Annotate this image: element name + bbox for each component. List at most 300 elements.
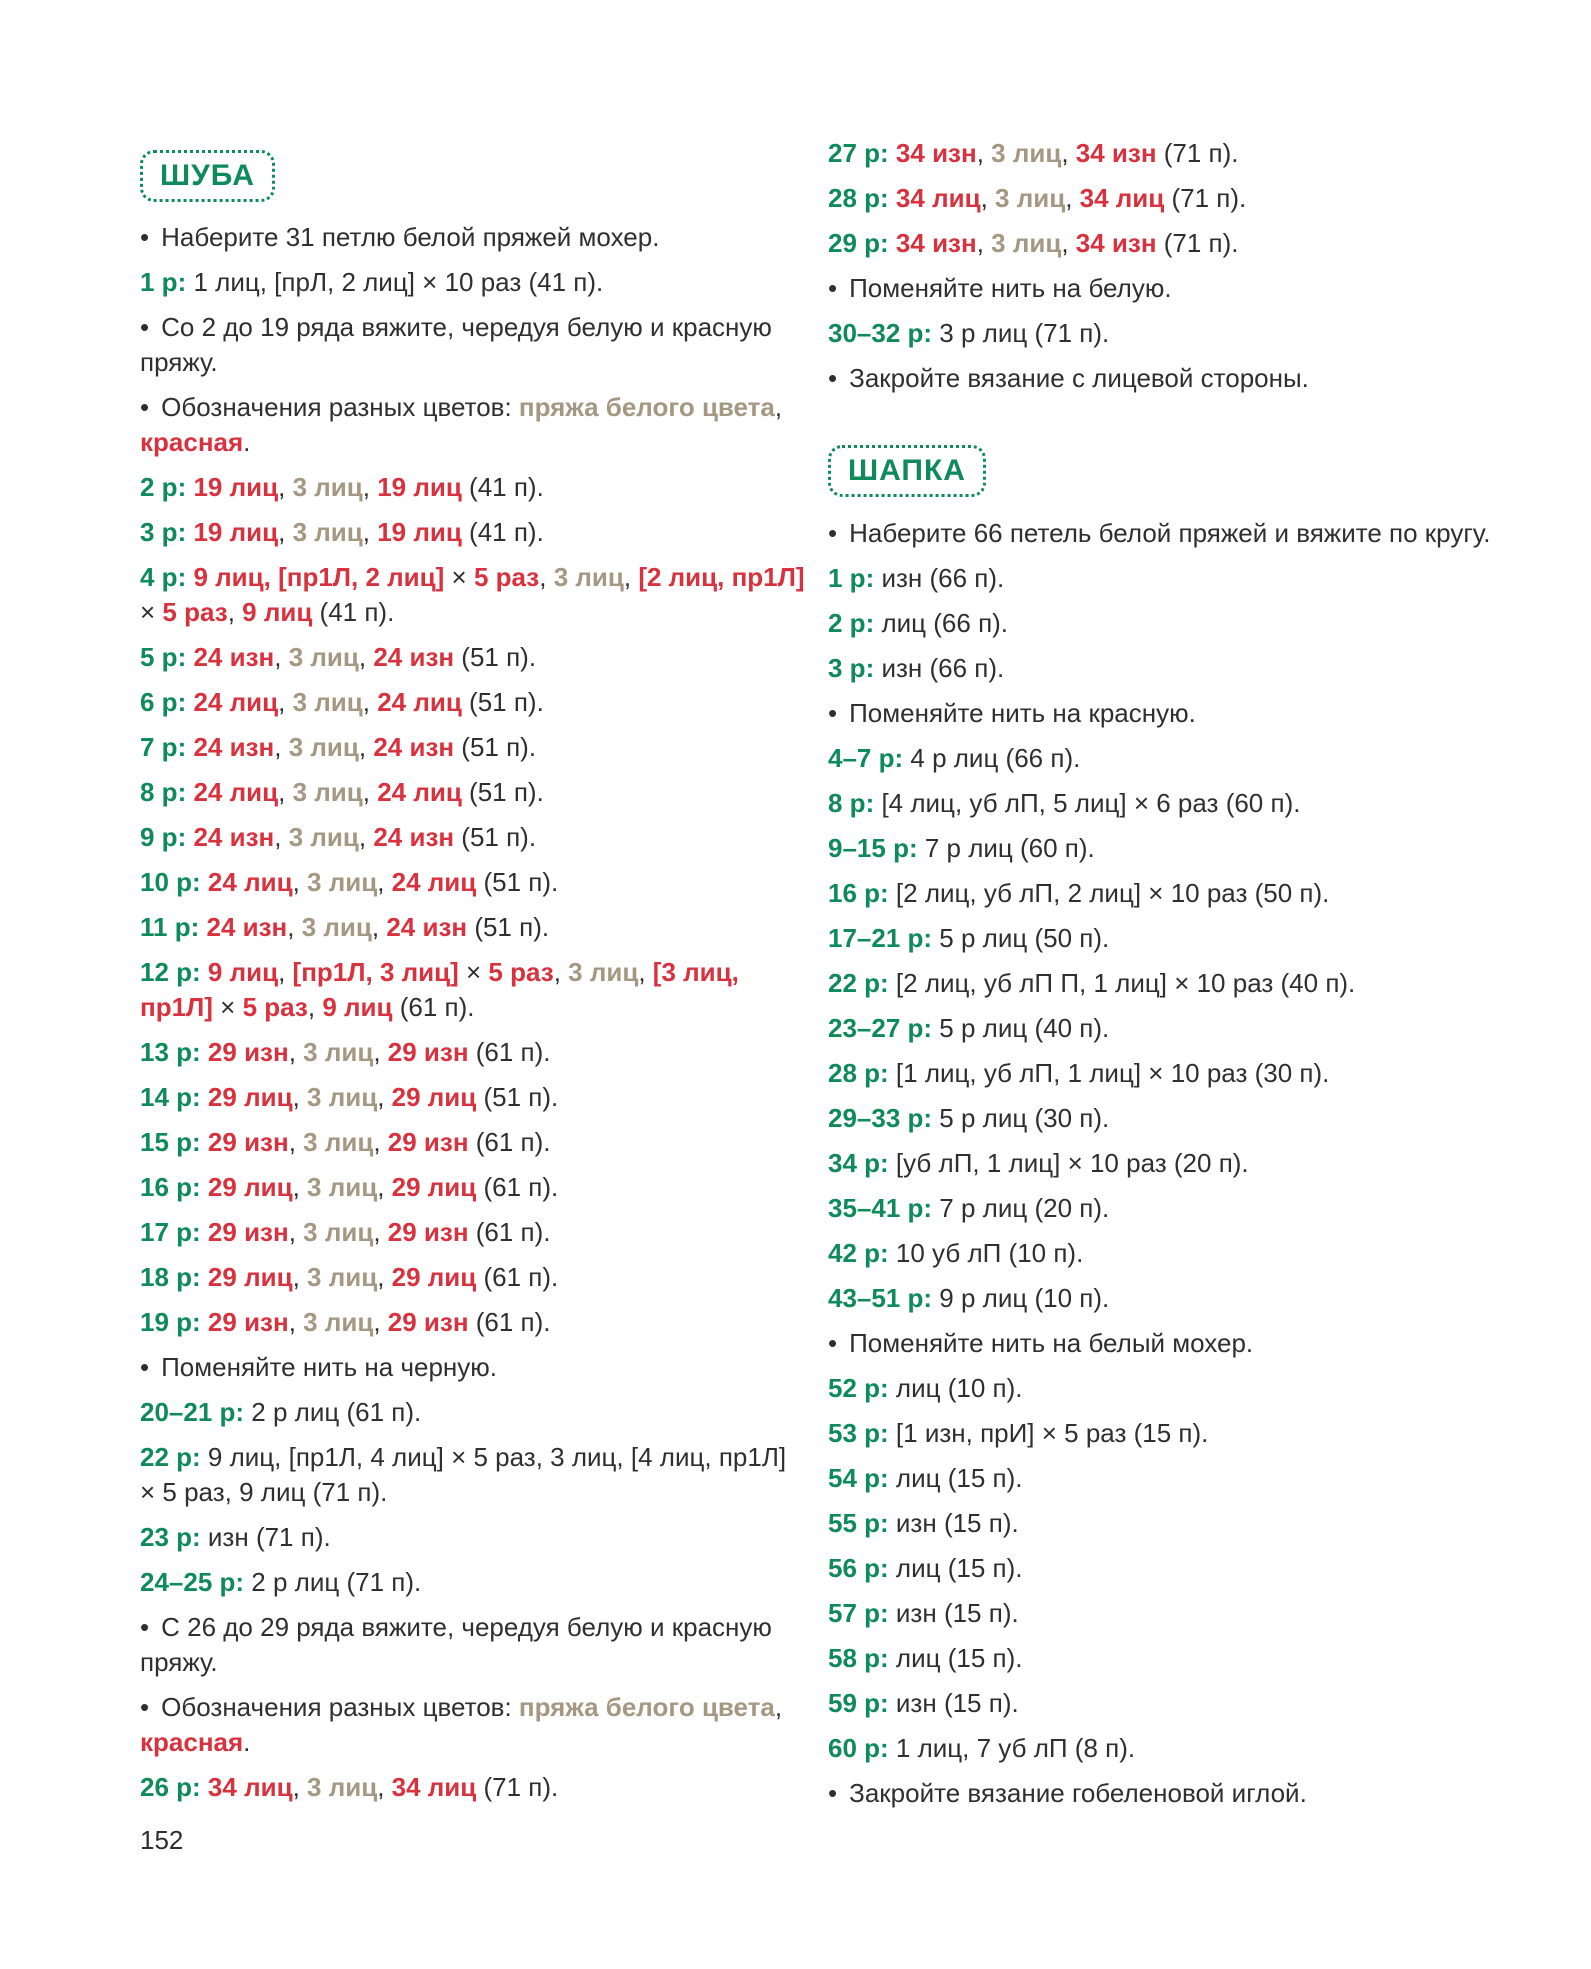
white-yarn-text: 3 лиц	[307, 1172, 378, 1202]
instruction-text: ×	[212, 992, 243, 1022]
row-instruction	[828, 786, 1468, 821]
row-label: 10 р:	[140, 867, 201, 897]
row-label: 13 р:	[140, 1037, 201, 1067]
white-yarn-text: 3 лиц	[292, 687, 363, 717]
white-yarn-text: 3 лиц	[307, 1262, 378, 1292]
bullet-instruction	[140, 310, 780, 345]
row-label: 17 р:	[140, 1217, 201, 1247]
row-instruction	[828, 1281, 1468, 1316]
instruction-text: ,	[373, 1127, 388, 1157]
row-instruction	[140, 1770, 780, 1805]
instruction-text	[889, 228, 896, 258]
row-instruction	[828, 1371, 1468, 1406]
white-yarn-text: 3 лиц	[991, 138, 1062, 168]
instruction-text: изн (71 п).	[200, 1522, 331, 1552]
red-yarn-text: 24 изн	[373, 732, 455, 762]
white-yarn-text: 3 лиц	[303, 1127, 374, 1157]
instruction-text: ,	[377, 1262, 392, 1292]
red-yarn-text: 9 лиц, [пр1Л, 2 лиц]	[193, 562, 445, 592]
instruction-text: изн (15 п).	[888, 1688, 1019, 1718]
instruction-text: × 5 раз, 9 лиц (71 п).	[140, 1477, 388, 1507]
row-label: 12 р:	[140, 957, 201, 987]
red-yarn-text: [2 лиц, пр1Л]	[638, 562, 805, 592]
instruction-text: ,	[278, 472, 293, 502]
instruction-text: ,	[371, 912, 387, 942]
row-label: 43–51 р:	[828, 1283, 933, 1313]
row-label: 56 р:	[828, 1553, 889, 1583]
red-yarn-text: 19 лиц	[193, 517, 279, 547]
instruction-text: ,	[980, 183, 996, 213]
row-instruction	[140, 1565, 780, 1600]
instruction-text: ,	[373, 1217, 388, 1247]
row-label: 4–7 р:	[828, 743, 904, 773]
instruction-text	[201, 1307, 208, 1337]
row-label: 19 р:	[140, 1307, 201, 1337]
row-instruction	[140, 865, 780, 900]
instruction-text: 1 лиц, 7 уб лП (8 п).	[888, 1733, 1136, 1763]
red-yarn-text: 19 лиц	[377, 472, 462, 502]
row-label: 17–21 р:	[828, 923, 933, 953]
white-yarn-text: пряжа белого цвета	[518, 392, 775, 422]
instruction-text: (61 п).	[468, 1307, 551, 1337]
bullet-instruction	[828, 1326, 1468, 1361]
instruction-text: ,	[307, 992, 323, 1022]
instruction-text: [уб лП, 1 лиц] × 10 раз (20 п).	[888, 1148, 1249, 1178]
instruction-text: ,	[288, 1127, 304, 1157]
red-yarn-text: пр1Л]	[140, 992, 213, 1022]
instruction-text: ,	[377, 1082, 392, 1112]
instruction-text: (61 п).	[468, 1127, 551, 1157]
white-yarn-text: 3 лиц	[995, 183, 1066, 213]
row-instruction	[828, 876, 1468, 911]
instruction-text: [2 лиц, уб лП, 2 лиц] × 10 раз (50 п).	[888, 878, 1330, 908]
instruction-text: лиц (10 п).	[888, 1373, 1023, 1403]
row-instruction	[828, 1416, 1468, 1451]
red-yarn-text: 24 изн	[386, 912, 468, 942]
instruction-text: ,	[377, 1772, 392, 1802]
white-yarn-text: 3 лиц	[307, 1082, 378, 1112]
row-instruction	[828, 316, 1468, 351]
red-yarn-text: 9 лиц	[207, 957, 279, 987]
row-instruction	[828, 1236, 1468, 1271]
row-instruction	[828, 181, 1468, 216]
red-yarn-text: 34 лиц	[207, 1772, 293, 1802]
instruction-text: ,	[377, 1172, 392, 1202]
instruction-text	[201, 1772, 208, 1802]
white-yarn-text: 3 лиц	[568, 957, 639, 987]
red-yarn-text: 29 изн	[207, 1037, 289, 1067]
row-instruction	[828, 606, 1468, 641]
row-label: 7 р:	[140, 732, 187, 762]
row-instruction	[140, 595, 780, 630]
red-yarn-text: 34 изн	[1075, 138, 1157, 168]
row-instruction	[140, 425, 780, 460]
instruction-text	[201, 1172, 208, 1202]
row-label: 3 р:	[828, 653, 875, 683]
bullet-instruction	[828, 696, 1468, 731]
row-instruction	[828, 921, 1468, 956]
instruction-text: лиц (15 п).	[888, 1553, 1023, 1583]
row-instruction	[140, 560, 805, 595]
bullet-instruction	[828, 1776, 1468, 1811]
row-label: 11 р:	[140, 912, 200, 942]
instruction-text: 7 р лиц (20 п).	[932, 1193, 1110, 1223]
instruction-text: (41 п).	[461, 472, 544, 502]
instruction-text: [1 изн, прИ] × 5 раз (15 п).	[888, 1418, 1209, 1448]
instruction-text: ,	[1061, 228, 1076, 258]
instruction-text: пряжу.	[140, 1647, 218, 1677]
instruction-text: [2 лиц, уб лП П, 1 лиц] × 10 раз (40 п).	[888, 968, 1356, 998]
row-instruction	[140, 730, 780, 765]
row-label: 1 р:	[140, 267, 187, 297]
row-label: 42 р:	[828, 1238, 889, 1268]
row-label: 5 р:	[140, 642, 187, 672]
instruction-text: лиц (66 п).	[874, 608, 1009, 638]
red-yarn-text: красная	[140, 427, 244, 457]
instruction-text: (51 п).	[467, 912, 550, 942]
bullet-instruction	[140, 220, 780, 255]
row-label: 2 р:	[828, 608, 875, 638]
red-yarn-text: [3 лиц,	[652, 957, 739, 987]
instruction-text: ,	[976, 138, 992, 168]
red-yarn-text: 19 лиц	[193, 472, 279, 502]
white-yarn-text: 3 лиц	[292, 777, 363, 807]
instruction-text: лиц (15 п).	[888, 1643, 1023, 1673]
red-yarn-text: 5 раз	[242, 992, 308, 1022]
red-yarn-text: 29 изн	[387, 1217, 469, 1247]
instruction-text: (41 п).	[312, 597, 395, 627]
instruction-text: ,	[274, 822, 289, 852]
instruction-text: изн (66 п).	[874, 653, 1005, 683]
row-instruction	[140, 1080, 780, 1115]
row-instruction	[140, 345, 780, 380]
red-yarn-text: 24 изн	[193, 732, 275, 762]
row-instruction	[828, 1101, 1468, 1136]
instruction-text	[201, 1127, 208, 1157]
instruction-text: ,	[278, 517, 293, 547]
instruction-text: Наберите 31 петлю белой пряжей мохер.	[161, 222, 660, 252]
row-label: 35–41 р:	[828, 1193, 933, 1223]
row-instruction	[140, 1440, 787, 1475]
red-yarn-text: 24 лиц	[377, 687, 462, 717]
instruction-text: 5 р лиц (40 п).	[932, 1013, 1110, 1043]
row-label: 2 р:	[140, 472, 187, 502]
instruction-text: 4 р лиц (66 п).	[903, 743, 1081, 773]
row-label: 22 р:	[828, 968, 889, 998]
instruction-text: 5 р лиц (50 п).	[932, 923, 1110, 953]
row-label: 53 р:	[828, 1418, 889, 1448]
red-yarn-text: 29 изн	[207, 1127, 289, 1157]
row-label: 28 р:	[828, 1058, 889, 1088]
instruction-text: изн (15 п).	[888, 1598, 1019, 1628]
red-yarn-text: 34 изн	[895, 138, 977, 168]
row-instruction	[140, 1305, 780, 1340]
row-instruction	[828, 1056, 1468, 1091]
section-heading-shuba	[140, 150, 275, 202]
instruction-text: 2 р лиц (61 п).	[244, 1397, 422, 1427]
red-yarn-text: 29 лиц	[207, 1262, 293, 1292]
red-yarn-text: 24 изн	[373, 642, 455, 672]
white-yarn-text: 3 лиц	[288, 732, 359, 762]
red-yarn-text: 29 изн	[207, 1217, 289, 1247]
row-instruction	[828, 966, 1468, 1001]
row-label: 58 р:	[828, 1643, 889, 1673]
instruction-text: ,	[373, 1037, 388, 1067]
instruction-text: Поменяйте нить на красную.	[849, 698, 1196, 728]
white-yarn-text: 3 лиц	[303, 1037, 374, 1067]
instruction-text: ,	[292, 1082, 308, 1112]
row-instruction	[140, 1035, 780, 1070]
row-instruction	[140, 1645, 780, 1680]
instruction-text: (61 п).	[476, 1262, 559, 1292]
instruction-text: ,	[539, 562, 554, 592]
row-label: 15 р:	[140, 1127, 201, 1157]
row-label: 28 р:	[828, 183, 889, 213]
row-label: 30–32 р:	[828, 318, 933, 348]
row-instruction	[828, 1641, 1468, 1676]
instruction-text: ,	[362, 517, 378, 547]
white-yarn-text: 3 лиц	[288, 642, 359, 672]
white-yarn-text: 3 лиц	[303, 1307, 374, 1337]
instruction-text: ,	[278, 687, 293, 717]
instruction-text: Поменяйте нить на белый мохер.	[849, 1328, 1254, 1358]
row-label: 59 р:	[828, 1688, 889, 1718]
instruction-text: ,	[623, 562, 639, 592]
instruction-text: ,	[358, 822, 374, 852]
instruction-text: ,	[292, 1772, 308, 1802]
row-label: 55 р:	[828, 1508, 889, 1538]
row-instruction	[140, 1725, 780, 1760]
row-instruction	[140, 640, 780, 675]
instruction-text: ,	[274, 642, 289, 672]
row-label: 9–15 р:	[828, 833, 918, 863]
red-yarn-text: 29 лиц	[207, 1082, 293, 1112]
page-number: 152	[140, 1825, 184, 1855]
instruction-text: (51 п).	[476, 867, 559, 897]
red-yarn-text: 5 раз	[162, 597, 228, 627]
row-label: 22 р:	[140, 1442, 201, 1472]
row-label: 16 р:	[828, 878, 889, 908]
bullet-instruction	[140, 1350, 780, 1385]
instruction-text: (61 п).	[476, 1172, 559, 1202]
instruction-text: ,	[976, 228, 992, 258]
instruction-text: [1 лиц, уб лП, 1 лиц] × 10 раз (30 п).	[888, 1058, 1330, 1088]
red-yarn-text: 34 изн	[895, 228, 977, 258]
instruction-text	[201, 1037, 208, 1067]
instruction-text: ,	[774, 392, 783, 422]
row-instruction	[140, 1125, 780, 1160]
row-instruction	[140, 1475, 780, 1510]
row-instruction	[140, 685, 780, 720]
row-label: 20–21 р:	[140, 1397, 245, 1427]
instruction-text: изн (15 п).	[888, 1508, 1019, 1538]
instruction-text: ,	[553, 957, 569, 987]
white-yarn-text: 3 лиц	[307, 1772, 378, 1802]
row-label: 52 р:	[828, 1373, 889, 1403]
instruction-text	[889, 183, 896, 213]
row-instruction	[828, 1461, 1468, 1496]
instruction-text: ×	[140, 597, 163, 627]
red-yarn-text: 29 лиц	[391, 1262, 477, 1292]
instruction-text: (51 п).	[454, 822, 537, 852]
instruction-text: ,	[373, 1307, 388, 1337]
instruction-text: (61 п).	[468, 1037, 551, 1067]
instruction-text: ,	[274, 732, 289, 762]
red-yarn-text: 24 лиц	[207, 867, 293, 897]
row-instruction	[828, 1731, 1468, 1766]
white-yarn-text: 3 лиц	[292, 472, 363, 502]
row-label: 27 р:	[828, 138, 889, 168]
instruction-text	[201, 867, 208, 897]
instruction-text: ,	[287, 912, 302, 942]
instruction-text: Наберите 66 петель белой пряжей и вяжите по кругу.	[849, 518, 1491, 548]
instruction-text: ,	[358, 642, 374, 672]
red-yarn-text: 29 лиц	[391, 1082, 477, 1112]
instruction-text: (71 п).	[1164, 183, 1247, 213]
instruction-text	[201, 1217, 208, 1247]
red-yarn-text: 19 лиц	[377, 517, 462, 547]
red-yarn-text: 29 изн	[387, 1037, 469, 1067]
row-instruction	[140, 775, 780, 810]
instruction-text: ,	[774, 1692, 783, 1722]
red-yarn-text: 29 изн	[387, 1127, 469, 1157]
row-instruction	[140, 990, 780, 1025]
row-label: 8 р:	[140, 777, 187, 807]
row-instruction	[828, 1146, 1468, 1181]
row-instruction	[140, 820, 780, 855]
instruction-text: ,	[278, 957, 293, 987]
row-instruction	[140, 1215, 780, 1250]
heading-text: ШАПКА	[828, 445, 986, 497]
instruction-text: 1 лиц, [прЛ, 2 лиц] × 10 раз (41 п).	[186, 267, 604, 297]
bullet-instruction	[140, 1610, 780, 1645]
instruction-text: ,	[292, 1262, 308, 1292]
red-yarn-text: 29 изн	[207, 1307, 289, 1337]
red-yarn-text: 24 лиц	[377, 777, 462, 807]
instruction-text: (41 п).	[461, 517, 544, 547]
white-yarn-text: 3 лиц	[301, 912, 372, 942]
red-yarn-text: 24 изн	[206, 912, 288, 942]
row-instruction	[828, 561, 1468, 596]
instruction-text: ,	[362, 472, 378, 502]
red-yarn-text: 29 лиц	[207, 1172, 293, 1202]
row-instruction	[140, 515, 780, 550]
row-label: 23–27 р:	[828, 1013, 933, 1043]
row-label: 29–33 р:	[828, 1103, 933, 1133]
instruction-text: (51 п).	[454, 732, 537, 762]
instruction-text: Обозначения разных цветов:	[161, 1692, 519, 1722]
section-heading-shapka	[828, 445, 986, 497]
red-yarn-text: 24 лиц	[193, 777, 279, 807]
instruction-text	[201, 957, 208, 987]
row-instruction	[140, 1260, 780, 1295]
row-instruction	[140, 1395, 780, 1430]
instruction-text: (51 п).	[461, 687, 544, 717]
row-instruction	[828, 831, 1468, 866]
instruction-text: [4 лиц, уб лП, 5 лиц] × 6 раз (60 п).	[874, 788, 1301, 818]
instruction-text: 7 р лиц (60 п).	[917, 833, 1095, 863]
instruction-text: (51 п).	[476, 1082, 559, 1112]
instruction-text: 3 р лиц (71 п).	[932, 318, 1110, 348]
instruction-text: ×	[444, 562, 474, 592]
red-yarn-text: 5 раз	[473, 562, 540, 592]
row-instruction	[828, 741, 1468, 776]
instruction-text: ,	[292, 1172, 308, 1202]
bullet-instruction	[828, 361, 1468, 396]
row-instruction	[828, 136, 1468, 171]
red-yarn-text: 24 изн	[193, 822, 275, 852]
instruction-text: ,	[288, 1037, 304, 1067]
instruction-text: 9 р лиц (10 п).	[932, 1283, 1110, 1313]
instruction-text	[201, 1082, 208, 1112]
instruction-text: Закройте вязание с лицевой стороны.	[849, 363, 1309, 393]
row-label: 23 р:	[140, 1522, 201, 1552]
red-yarn-text: 34 лиц	[1079, 183, 1165, 213]
row-label: 18 р:	[140, 1262, 201, 1292]
row-label: 26 р:	[140, 1772, 201, 1802]
row-instruction	[140, 1520, 780, 1555]
row-instruction	[828, 1191, 1468, 1226]
instruction-text: ,	[278, 777, 293, 807]
instruction-text: (61 п).	[392, 992, 475, 1022]
white-yarn-text: 3 лиц	[288, 822, 359, 852]
white-yarn-text: 3 лиц	[303, 1217, 374, 1247]
row-label: 4 р:	[140, 562, 187, 592]
instruction-text: пряжу.	[140, 347, 218, 377]
row-label: 29 р:	[828, 228, 889, 258]
row-instruction	[140, 910, 780, 945]
red-yarn-text: 29 лиц	[391, 1172, 477, 1202]
row-instruction	[828, 1506, 1468, 1541]
bullet-instruction	[140, 1690, 783, 1725]
white-yarn-text: 3 лиц	[553, 562, 624, 592]
row-instruction	[140, 955, 780, 990]
instruction-text: 10 уб лП (10 п).	[888, 1238, 1084, 1268]
instruction-text: .	[243, 427, 251, 457]
row-label: 3 р:	[140, 517, 187, 547]
instruction-text: Поменяйте нить на белую.	[849, 273, 1172, 303]
red-yarn-text: 24 лиц	[391, 867, 477, 897]
instruction-text: (71 п).	[1156, 228, 1239, 258]
instruction-text: 2 р лиц (71 п).	[244, 1567, 422, 1597]
row-instruction	[140, 470, 780, 505]
red-yarn-text: 34 изн	[1075, 228, 1157, 258]
red-yarn-text: 34 лиц	[895, 183, 981, 213]
instruction-text: лиц (15 п).	[888, 1463, 1023, 1493]
white-yarn-text: 3 лиц	[991, 228, 1062, 258]
row-instruction	[828, 1551, 1468, 1586]
instruction-text: Со 2 до 19 ряда вяжите, чередуя белую и красную	[161, 312, 772, 342]
instruction-text: ,	[292, 867, 308, 897]
red-yarn-text: 24 лиц	[193, 687, 279, 717]
row-instruction	[828, 1686, 1468, 1721]
red-yarn-text: 29 изн	[387, 1307, 469, 1337]
instruction-text: (61 п).	[468, 1217, 551, 1247]
red-yarn-text: 9 лиц	[242, 597, 313, 627]
instruction-text: ,	[358, 732, 374, 762]
row-label: 60 р:	[828, 1733, 889, 1763]
row-label: 14 р:	[140, 1082, 201, 1112]
red-yarn-text: 24 изн	[373, 822, 455, 852]
row-label: 57 р:	[828, 1598, 889, 1628]
row-instruction	[140, 1170, 780, 1205]
row-label: 8 р:	[828, 788, 875, 818]
instruction-text: (71 п).	[476, 1772, 559, 1802]
red-yarn-text: 5 раз	[488, 957, 554, 987]
instruction-text: ,	[288, 1307, 304, 1337]
row-label: 24–25 р:	[140, 1567, 245, 1597]
red-yarn-text: красная	[140, 1727, 244, 1757]
